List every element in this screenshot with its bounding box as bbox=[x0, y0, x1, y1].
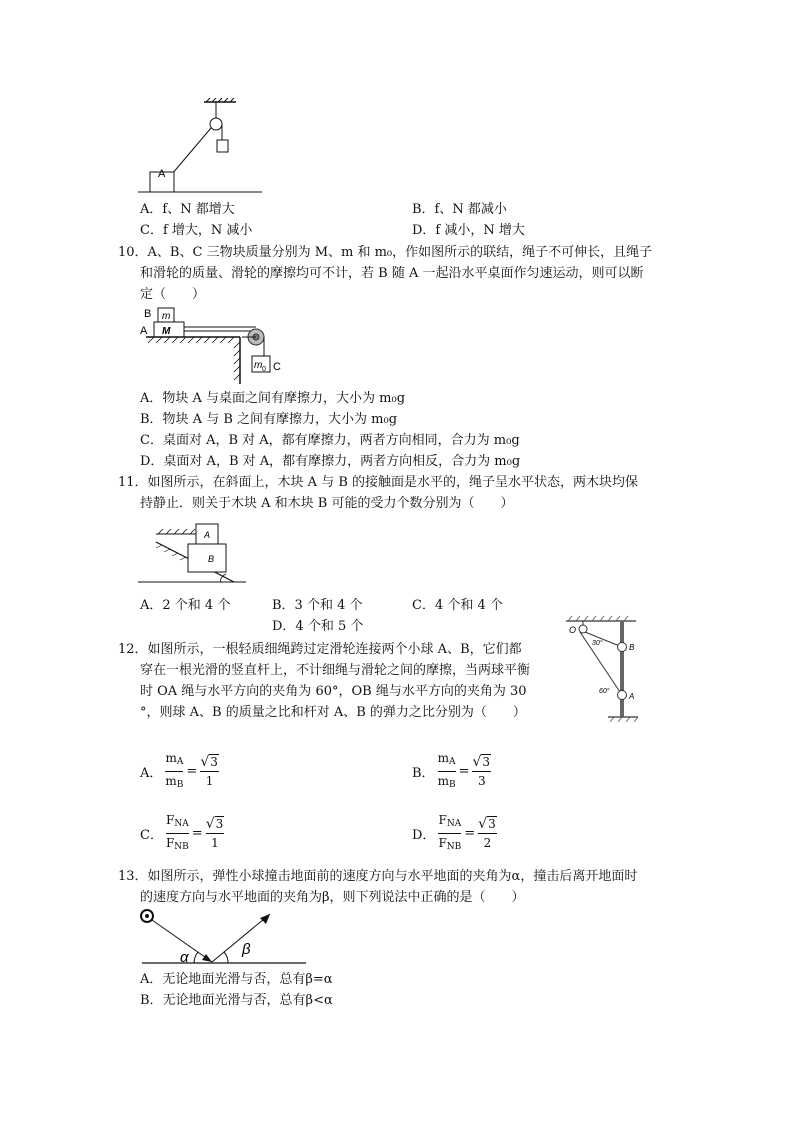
q12-a-rhs-fraction: $\frac{√3}{1}$ bbox=[200, 754, 218, 788]
q12-option-d[interactable]: D． $\frac{F_{NA}}{F_{NB}}$ = $\frac{√3}{2}$ bbox=[412, 812, 497, 855]
q13-beta-label: β bbox=[242, 941, 251, 958]
q13-stem-line-2: 的速度方向与水平地面的夹角为β，则下列说法中正确的是（ ） bbox=[140, 890, 525, 905]
q10-label-m0-sub: 0 bbox=[262, 366, 266, 373]
q12-diagram bbox=[566, 613, 646, 723]
q9-diagram bbox=[138, 98, 268, 198]
q12-angle-60: 60° bbox=[599, 688, 610, 695]
q13-option-b[interactable]: B．无论地面光滑与否，总有β<α bbox=[140, 993, 333, 1008]
q9-option-b[interactable]: B．f、N 都减小 bbox=[412, 202, 507, 217]
q11-option-b[interactable]: B．3 个和 4 个 bbox=[272, 598, 363, 613]
q11-label-a: A bbox=[204, 530, 211, 540]
q9-option-a[interactable]: A．f、N 都增大 bbox=[140, 202, 235, 217]
q10-label-m0: m bbox=[254, 360, 263, 371]
q12-stem-line-3: 时 OA 绳与水平方向的夹角为 60°，OB 绳与水平方向的夹角为 30 bbox=[140, 684, 527, 699]
q10-option-d[interactable]: D．桌面对 A，B 对 A，都有摩擦力，两者方向相反，合力为 m₀g bbox=[140, 454, 521, 469]
q9-option-d[interactable]: D．f 减小，N 增大 bbox=[412, 223, 525, 238]
q12-option-a[interactable]: A． $\frac{m_A}{m_B}$ = $\frac{√3}{1}$ bbox=[140, 750, 219, 793]
q12-d-lhs-fraction: $\frac{F_{NA}}{F_{NB}}$ bbox=[438, 813, 462, 852]
q11-option-a[interactable]: A．2 个和 4 个 bbox=[140, 598, 231, 613]
q11-label-b: B bbox=[208, 554, 215, 564]
q12-label-b: B bbox=[629, 643, 635, 652]
q12-b-rhs-fraction: $\frac{√3}{3}$ bbox=[472, 754, 491, 788]
q10-option-a[interactable]: A．物块 A 与桌面之间有摩擦力，大小为 m₀g bbox=[140, 391, 406, 406]
q12-b-lhs-fraction: $\frac{m_A}{m_B}$ bbox=[437, 751, 456, 790]
q12-stem-line-1: 12．如图所示，一根轻质细绳跨过定滑轮连接两个小球 A、B，它们都 bbox=[118, 642, 522, 657]
q10-stem-line-2: 和滑轮的质量、滑轮的摩擦均可不计，若 B 随 A 一起沿水平桌面作匀速运动，则可以断 bbox=[140, 266, 644, 281]
q11-option-c[interactable]: C．4 个和 4 个 bbox=[412, 598, 503, 613]
q12-c-rhs-fraction: $\frac{√3}{1}$ bbox=[205, 816, 224, 850]
q9-label-a: A bbox=[158, 168, 166, 180]
q10-option-b[interactable]: B．物块 A 与 B 之间有摩擦力，大小为 m₀g bbox=[140, 412, 398, 427]
q12-d-rhs-fraction: $\frac{√3}{2}$ bbox=[478, 816, 496, 850]
q11-option-d[interactable]: D．4 个和 5 个 bbox=[272, 619, 364, 634]
q12-a-lhs-fraction: $\frac{m_A}{m_B}$ bbox=[165, 751, 184, 790]
q10-option-c[interactable]: C．桌面对 A，B 对 A，都有摩擦力，两者方向相同，合力为 m₀g bbox=[140, 433, 520, 448]
q10-label-m: m bbox=[162, 311, 171, 322]
q13-diagram bbox=[138, 906, 310, 970]
q10-label-a: A bbox=[140, 325, 148, 337]
q9-option-c[interactable]: C．f 增大，N 减小 bbox=[140, 223, 253, 238]
q10-stem-line-1: 10．A、B、C 三物块质量分别为 M、m 和 m₀，作如图所示的联结，绳子不可伸长，且绳子 bbox=[118, 245, 653, 260]
q12-option-c[interactable]: C． $\frac{F_{NA}}{F_{NB}}$ = $\frac{√3}{1}$ bbox=[140, 812, 224, 855]
q10-stem-line-3: 定（ ） bbox=[140, 287, 206, 302]
q12-stem-line-4: °，则球 A、B 的质量之比和杆对 A、B 的弹力之比分别为（ ） bbox=[140, 705, 526, 720]
q13-option-a[interactable]: A．无论地面光滑与否，总有β=α bbox=[140, 972, 333, 987]
q10-label-c: C bbox=[273, 361, 281, 373]
q10-label-big-m: M bbox=[162, 326, 171, 337]
q12-angle-30: 30° bbox=[592, 640, 603, 647]
q10-label-b: B bbox=[144, 308, 152, 320]
q13-stem-line-1: 13．如图所示，弹性小球撞击地面前的速度方向与水平地面的夹角为α，撞击后离开地面时 bbox=[118, 869, 638, 884]
q11-diagram bbox=[138, 518, 250, 590]
q12-label-a: A bbox=[629, 692, 635, 701]
q12-stem-line-2: 穿在一根光滑的竖直杆上，不计细绳与滑轮之间的摩擦，当两球平衡 bbox=[140, 663, 531, 678]
q11-stem-line-1: 11．如图所示，在斜面上，木块 A 与 B 的接触面是水平的，绳子呈水平状态，两木块均保 bbox=[118, 475, 639, 490]
q12-option-b[interactable]: B． $\frac{m_A}{m_B}$ = $\frac{√3}{3}$ bbox=[412, 750, 491, 793]
q10-diagram bbox=[138, 304, 288, 386]
q11-stem-line-2: 持静止．则关于木块 A 和木块 B 可能的受力个数分别为（ ） bbox=[140, 496, 514, 511]
q12-c-lhs-fraction: $\frac{F_{NA}}{F_{NB}}$ bbox=[165, 813, 189, 852]
q13-alpha-label: α bbox=[180, 949, 189, 966]
q12-label-o: O bbox=[569, 625, 577, 635]
